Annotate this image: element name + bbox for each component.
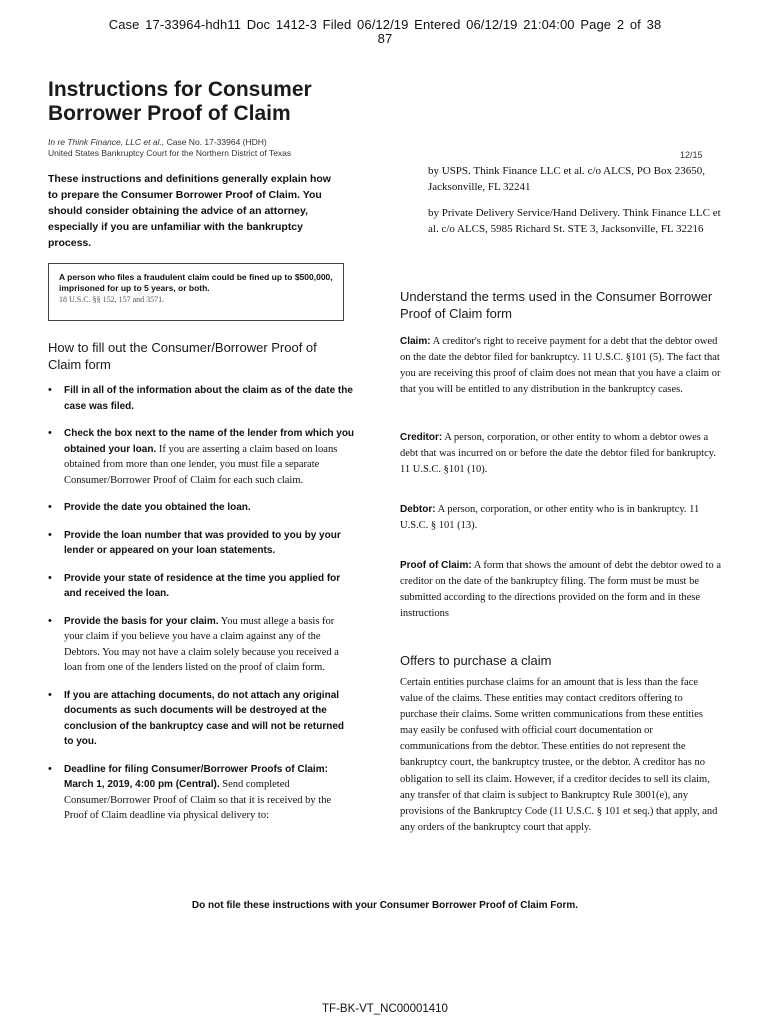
- term-label: Proof of Claim:: [400, 560, 472, 571]
- list-item: • Fill in all of the information about the claim as of the date the case was filed.: [48, 384, 353, 412]
- bullet-icon: •: [48, 528, 52, 541]
- term-debtor: [400, 502, 722, 534]
- bates-number: TF-BK-VT_NC00001410: [322, 1003, 448, 1015]
- case-header-line: Case 17-33964-hdh11 Doc 1412-3 Filed 06/12/19 Entered 06/12/19 21:04:00 Page 2 of 38: [108, 17, 662, 32]
- private-delivery-address: by Private Delivery Service/Hand Delivery. Think Finance LLC et al. c/o ALCS, 5985 Richard St. STE 3, Jacksonville, FL 32216: [428, 207, 721, 235]
- case-reference: [48, 137, 368, 159]
- term-creditor: [400, 430, 722, 478]
- bullet-icon: •: [48, 614, 52, 627]
- list-item: • Provide the date you obtained the loan.: [46, 500, 356, 516]
- bullet-icon: •: [48, 688, 52, 701]
- title-line-2: Borrower Proof of Claim: [48, 102, 291, 125]
- list-item: • Provide your state of residence at the time you applied for and received the loan.: [48, 571, 341, 599]
- term-definition: A form that shows the amount of debt the debtor owed to a creditor on the date of the bankruptcy filing. The form must be must be submitted according to the directions provided on the form and in these instructions: [400, 560, 722, 619]
- bullet-icon: •: [48, 427, 52, 439]
- term-label: Claim:: [400, 336, 431, 347]
- term-label: Creditor:: [400, 432, 443, 443]
- bullet-icon: •: [48, 571, 52, 584]
- fraud-warning-citation: 18 U.S.C. §§ 152, 157 and 3571.: [59, 295, 165, 304]
- usps-delivery-address: by USPS. Think Finance LLC et al. c/o ALCS, PO Box 23650, Jacksonville, FL 32241: [428, 165, 705, 193]
- case-name: In re Think Finance, LLC et al.,: [48, 137, 165, 147]
- offers-paragraph: Certain entities purchase claims for an amount that is less than the face value of the claims. These entities may contact creditors offering to purchase their claims. Some written communications from these entities may easily be confused with official court documentation or communications from the debtor. These entities do not represent the bankruptcy court, the bankruptcy trustee, or the debtor. A creditor has no obligation to sell its claim. However, if a creditor decides to sell its claim, any transfer of that claim is subject to Bankruptcy Rule 3001(e), any provisions of the Bankruptcy Code (11 U.S.C. § 101 et seq.) that apply, and any orders of the bankruptcy court that apply.: [400, 677, 718, 833]
- court-name: United States Bankruptcy Court for the Northern District of Texas: [48, 148, 292, 158]
- offers-heading: Offers to purchase a claim: [400, 653, 552, 668]
- bullet-icon: •: [48, 762, 52, 775]
- fraud-warning-box: [48, 263, 344, 321]
- term-claim: [400, 334, 722, 398]
- case-header: [0, 18, 770, 46]
- case-page-number: 87: [377, 31, 393, 46]
- form-date-code: 12/15: [680, 150, 703, 160]
- intro-paragraph: These instructions and definitions generally explain how to prepare the Consumer Borrower Proof of Claim. You should consider obtaining the advice of an attorney, especially if you are unfamiliar with the bankruptcy process.: [48, 173, 331, 249]
- term-definition: A creditor's right to receive payment for a debt that the debtor owed on the date the debtor filed for bankruptcy. 11 U.S.C. §101 (5). The fact that you are receiving this proof of claim does not mean that you have a claim or that you will be entitled to any distribution in the bankruptcy cases.: [400, 336, 721, 395]
- instruction-list: [46, 383, 356, 836]
- term-label: Debtor:: [400, 504, 436, 515]
- bullet-icon: •: [48, 384, 52, 396]
- case-number: Case No. 17-33964 (HDH): [164, 137, 267, 147]
- list-item: • If you are attaching documents, do not attach any original documents as such documents will be destroyed at the conclusion of the bankruptcy case and will not be returned to you.: [48, 688, 345, 747]
- term-proof-of-claim: [400, 558, 722, 622]
- term-definition: A person, corporation, or other entity who is in bankruptcy. 11 U.S.C. § 101 (13).: [400, 504, 700, 531]
- list-item: • Provide the loan number that was provided to you by your lender or appeared on your loan statements.: [48, 528, 341, 556]
- how-to-fill-heading: How to fill out the Consumer/Borrower Proof of Claim form: [48, 340, 317, 372]
- list-item: • Provide the basis for your claim. You must allege a basis for your claim if you believe you have a claim against any of the Debtors. You may not have a claim solely because you received a loan from one of the lenders listed on the proof of claim form.: [48, 614, 339, 673]
- title-line-1: Instructions for Consumer: [48, 78, 312, 101]
- terms-heading: Understand the terms used in the Consumer Borrower Proof of Claim form: [400, 289, 713, 321]
- term-definition: A person, corporation, or other entity to whom a debtor owes a debt that was incurred on or before the date the debtor filed for bankruptcy. 11 U.S.C. §101 (10).: [400, 432, 716, 475]
- fraud-warning-text: A person who files a fraudulent claim could be fined up to $500,000, imprisoned for up to 5 years, or both.: [59, 272, 333, 293]
- footer-note: Do not file these instructions with your Consumer Borrower Proof of Claim Form.: [191, 900, 579, 911]
- list-item: • Deadline for filing Consumer/Borrower Proofs of Claim: March 1, 2019, 4:00 pm (Central). Send completed Consumer/Borrower Proof of Claim so that it is received by the Proof of Claim deadline via physical delivery to:: [48, 762, 332, 821]
- bullet-icon: •: [48, 501, 52, 513]
- list-item: • Check the box next to the name of the lender from which you obtained your loan. If you are asserting a claim based on loans obtained from more than one lender, you must file a separate Consumer/Borrower Proof of Claim for each such claim.: [48, 427, 355, 486]
- page-title: [48, 78, 368, 126]
